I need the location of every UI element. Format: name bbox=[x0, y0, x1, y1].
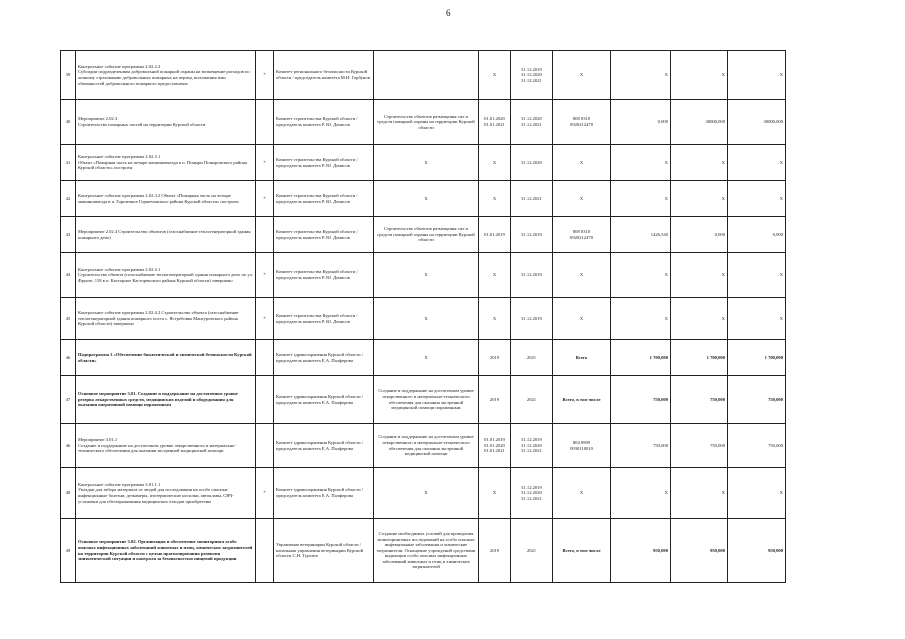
amount-2021: 1 700,000 bbox=[728, 340, 786, 376]
table-row bbox=[61, 145, 786, 181]
row-number: 48 bbox=[61, 468, 76, 519]
end-date: 31.12.2019 31.12.2020 31.12.2021 bbox=[511, 51, 553, 100]
row-number: 47 bbox=[61, 376, 76, 424]
expected-result: Создание необходимых условий для проведения мониторинговых исследований на особо опасные инфекционные заболевания и химические загрязнители. Оснащение учреждений средствами индикации особо опасных инфекционных заболеваний животных и птиц и химических загрязнителей bbox=[374, 519, 479, 583]
budget-code: X bbox=[553, 145, 611, 181]
budget-code: X bbox=[553, 253, 611, 298]
amount-2020: X bbox=[671, 468, 728, 519]
control-mark: * bbox=[256, 145, 274, 181]
event-name: Контрольное событие программы 2.02.3.1 Объект «Пожарная часть на четыре машиновыезда в п. Поныри Поныровского района Курской области» построен bbox=[76, 145, 256, 181]
control-mark bbox=[256, 217, 274, 253]
event-name: Мероприятие 2.02.3 Строительство пожарных частей на территории Курской области bbox=[76, 100, 256, 145]
start-date: X bbox=[479, 298, 511, 340]
start-date: X bbox=[479, 51, 511, 100]
row-number: 46 bbox=[61, 340, 76, 376]
control-mark: * bbox=[256, 181, 274, 217]
amount-2020: 950,000 bbox=[671, 519, 728, 583]
plan-table bbox=[60, 50, 786, 583]
table-row bbox=[61, 376, 786, 424]
amount-2021: X bbox=[728, 181, 786, 217]
amount-2020: 0,000 bbox=[671, 217, 728, 253]
end-date: 2021 bbox=[511, 340, 553, 376]
event-name: Контрольное событие программы 3.01.1.1 Укладки для забора материала от людей для исследования на особо опасные инфекционные болезни, дезкамеры, изотермические носилки, автоклавы, СВЧ-установки для обеззараживания медицинских отходов приобретены bbox=[76, 468, 256, 519]
end-date: 31.12.2021 bbox=[511, 181, 553, 217]
amount-2020: X bbox=[671, 145, 728, 181]
event-name: Основное мероприятие 3.02. Организация и обеспечение мониторинга особо опасных инфекционных заболеваний животных и птиц, химических загрязнителей на территории Курской области с целью прогнозирования развития эпизоотической ситуации и контроля за безопасностью пищевой продукции bbox=[76, 519, 256, 583]
control-mark: * bbox=[256, 298, 274, 340]
start-date: 2019 bbox=[479, 519, 511, 583]
amount-2020: X bbox=[671, 181, 728, 217]
amount-2020: 750,000 bbox=[671, 376, 728, 424]
expected-result: X bbox=[374, 298, 479, 340]
amount-2020: X bbox=[671, 253, 728, 298]
budget-code: 808 0310 0920212470 bbox=[553, 217, 611, 253]
budget-code: 808 0310 0920212470 bbox=[553, 100, 611, 145]
control-mark: * bbox=[256, 468, 274, 519]
expected-result: X bbox=[374, 145, 479, 181]
start-date: 01.01.2020 01.01.2021 bbox=[479, 100, 511, 145]
responsible-executor: Управление ветеринарии Курской области / начальник управления ветеринарии Курской области С.Н. Тургаев bbox=[274, 519, 374, 583]
amount-2019: X bbox=[611, 468, 671, 519]
table-row bbox=[61, 217, 786, 253]
expected-result: X bbox=[374, 253, 479, 298]
expected-result: X bbox=[374, 468, 479, 519]
expected-result bbox=[374, 51, 479, 100]
budget-code: X bbox=[553, 468, 611, 519]
start-date: X bbox=[479, 181, 511, 217]
amount-2019: 1 700,000 bbox=[611, 340, 671, 376]
responsible-executor: Комитет строительства Курской области / председатель комитета Р. Ю. Денисов bbox=[274, 253, 374, 298]
end-date: 31.12.2019 bbox=[511, 298, 553, 340]
control-mark bbox=[256, 519, 274, 583]
control-mark: * bbox=[256, 51, 274, 100]
row-number: 44 bbox=[61, 253, 76, 298]
control-mark: * bbox=[256, 253, 274, 298]
amount-2019: 750,000 bbox=[611, 424, 671, 468]
amount-2020: 750,000 bbox=[671, 424, 728, 468]
budget-code: X bbox=[553, 298, 611, 340]
end-date: 2021 bbox=[511, 376, 553, 424]
amount-2019: 0,000 bbox=[611, 100, 671, 145]
responsible-executor: Комитет строительства Курской области / председатель комитета Р. Ю. Денисов bbox=[274, 100, 374, 145]
budget-code: 804 0909 0930110010 bbox=[553, 424, 611, 468]
expected-result: Создание и поддержание на достаточном уровне лекарственного и материально-технического обеспечения для оказания экстренной медицинской помощи bbox=[374, 424, 479, 468]
end-date: 31.12.2019 bbox=[511, 217, 553, 253]
responsible-executor: Комитет здравоохранения Курской области / председатель комитета Е.А. Палферова bbox=[274, 376, 374, 424]
amount-2019: X bbox=[611, 181, 671, 217]
responsible-executor: Комитет регионального безопасности Курской области / председатель комитета М.Н. Горбунов bbox=[274, 51, 374, 100]
budget-code: Всего, в том числе bbox=[553, 376, 611, 424]
page-number: 6 bbox=[446, 8, 451, 18]
amount-2021: 30000,000 bbox=[728, 100, 786, 145]
amount-2021: 750,000 bbox=[728, 424, 786, 468]
table-row bbox=[61, 468, 786, 519]
amount-2019: 950,000 bbox=[611, 519, 671, 583]
amount-2020: X bbox=[671, 51, 728, 100]
amount-2019: 1426,540 bbox=[611, 217, 671, 253]
row-number: 45 bbox=[61, 298, 76, 340]
row-number: 46 bbox=[61, 424, 76, 468]
row-number: 39 bbox=[61, 51, 76, 100]
end-date: 2021 bbox=[511, 519, 553, 583]
event-name: Контрольное событие программы 2.02.4.1 Строительство объекта (газоснабжение теплогенераторной здания пожарного депо по ул. Фрунзе, 118 в п. Касторное Касторенского района Курской области) завершено bbox=[76, 253, 256, 298]
table-row bbox=[61, 424, 786, 468]
event-name: Контрольное событие программы 2.02.2.2 Субсидии подразделениям добровольной пожарной охраны на возмещение расходов по личному страхованию добровольных пожарных на период исполнения ими обязанностей добровольного пожарного предоставлены bbox=[76, 51, 256, 100]
amount-2020: X bbox=[671, 298, 728, 340]
responsible-executor: Комитет здравоохранения Курской области / председатель комитета Е.А. Палферова bbox=[274, 424, 374, 468]
amount-2019: X bbox=[611, 51, 671, 100]
budget-code: Всего, в том числе bbox=[553, 519, 611, 583]
table-row bbox=[61, 519, 786, 583]
budget-code: X bbox=[553, 181, 611, 217]
start-date: X bbox=[479, 253, 511, 298]
amount-2019: X bbox=[611, 145, 671, 181]
end-date: 31.12.2019 31.12.2020 31.12.2021 bbox=[511, 424, 553, 468]
expected-result: X bbox=[374, 181, 479, 217]
budget-code: Всего bbox=[553, 340, 611, 376]
event-name: Мероприятие 3.01.1 Создание и поддержание на достаточном уровне лекарственного и материально-технического обеспечения для оказания экстренной медицинской помощи bbox=[76, 424, 256, 468]
amount-2019: X bbox=[611, 298, 671, 340]
start-date: 2019 bbox=[479, 376, 511, 424]
row-number: 43 bbox=[61, 217, 76, 253]
row-number: 41 bbox=[61, 145, 76, 181]
table-row bbox=[61, 100, 786, 145]
responsible-executor: Комитет здравоохранения Курской области / председатель комитета Е.А. Палферова bbox=[274, 340, 374, 376]
plan-table-body bbox=[61, 51, 786, 583]
table-row bbox=[61, 340, 786, 376]
event-name: Подпрограмма 3 «Обеспечение биологической и химической безопасности Курской области» bbox=[76, 340, 256, 376]
table-row bbox=[61, 298, 786, 340]
start-date: X bbox=[479, 468, 511, 519]
event-name: Мероприятие 2.02.4 Строительство объектов (газоснабжение теплогенераторной здания пожарного депо) bbox=[76, 217, 256, 253]
row-number: 49 bbox=[61, 519, 76, 583]
row-number: 40 bbox=[61, 100, 76, 145]
control-mark bbox=[256, 376, 274, 424]
table-row bbox=[61, 181, 786, 217]
start-date: 01.01.2019 01.01.2020 01.01.2021 bbox=[479, 424, 511, 468]
budget-code: X bbox=[553, 51, 611, 100]
amount-2021: 950,000 bbox=[728, 519, 786, 583]
amount-2020: 30000,000 bbox=[671, 100, 728, 145]
table-row bbox=[61, 253, 786, 298]
start-date: 2019 bbox=[479, 340, 511, 376]
responsible-executor: Комитет здравоохранения Курской области / председатель комитета Е.А. Палферова bbox=[274, 468, 374, 519]
amount-2021: 0,000 bbox=[728, 217, 786, 253]
expected-result: X bbox=[374, 340, 479, 376]
amount-2021: X bbox=[728, 298, 786, 340]
table-row bbox=[61, 51, 786, 100]
amount-2021: X bbox=[728, 51, 786, 100]
event-name: Основное мероприятие 3.01. Создание и поддержание на достаточном уровне резерва лекарственных средств, медицинских изделий и оборудования для оказания оперативной помощи пораженным bbox=[76, 376, 256, 424]
control-mark bbox=[256, 424, 274, 468]
control-mark bbox=[256, 100, 274, 145]
amount-2019: X bbox=[611, 253, 671, 298]
responsible-executor: Комитет строительства Курской области / председатель комитета Р. Ю. Денисов bbox=[274, 217, 374, 253]
end-date: 31.12.2019 bbox=[511, 253, 553, 298]
control-mark bbox=[256, 340, 274, 376]
amount-2019: 750,000 bbox=[611, 376, 671, 424]
responsible-executor: Комитет строительства Курской области / председатель комитета Р. Ю. Денисов bbox=[274, 181, 374, 217]
event-name: Контрольное событие программы 2.02.3.2 Объект «Пожарная часть на четыре машиновыезда в п. Горшечное Горшеченского района Курской области» построен bbox=[76, 181, 256, 217]
amount-2020: 1 700,000 bbox=[671, 340, 728, 376]
event-name: Контрольное событие программы 2.02.4.2 Строительство объекта (газоснабжение теплогенераторной здания пожарного поста с. Ястребовка Мантуровского района Курской области) завершено bbox=[76, 298, 256, 340]
start-date: X bbox=[479, 145, 511, 181]
amount-2021: X bbox=[728, 468, 786, 519]
amount-2021: 750,000 bbox=[728, 376, 786, 424]
start-date: 01.01.2019 bbox=[479, 217, 511, 253]
responsible-executor: Комитет строительства Курской области / председатель комитета Р. Ю. Денисов bbox=[274, 145, 374, 181]
end-date: 31.12.2020 bbox=[511, 145, 553, 181]
expected-result: Создание и поддержание на достаточном уровне лекарственного и материально-технического обеспечения для оказания экстренной медицинской помощи пораженным bbox=[374, 376, 479, 424]
end-date: 31.12.2019 31.12.2020 31.12.2021 bbox=[511, 468, 553, 519]
responsible-executor: Комитет строительства Курской области / председатель комитета Р. Ю. Денисов bbox=[274, 298, 374, 340]
row-number: 42 bbox=[61, 181, 76, 217]
expected-result: Строительство объектов размещения сил и средств пожарной охраны на территории Курской области bbox=[374, 100, 479, 145]
expected-result: Строительство объектов размещения сил и средств пожарной охраны на территории Курской области bbox=[374, 217, 479, 253]
amount-2021: X bbox=[728, 145, 786, 181]
end-date: 31.12.2020 31.12.2021 bbox=[511, 100, 553, 145]
amount-2021: X bbox=[728, 253, 786, 298]
